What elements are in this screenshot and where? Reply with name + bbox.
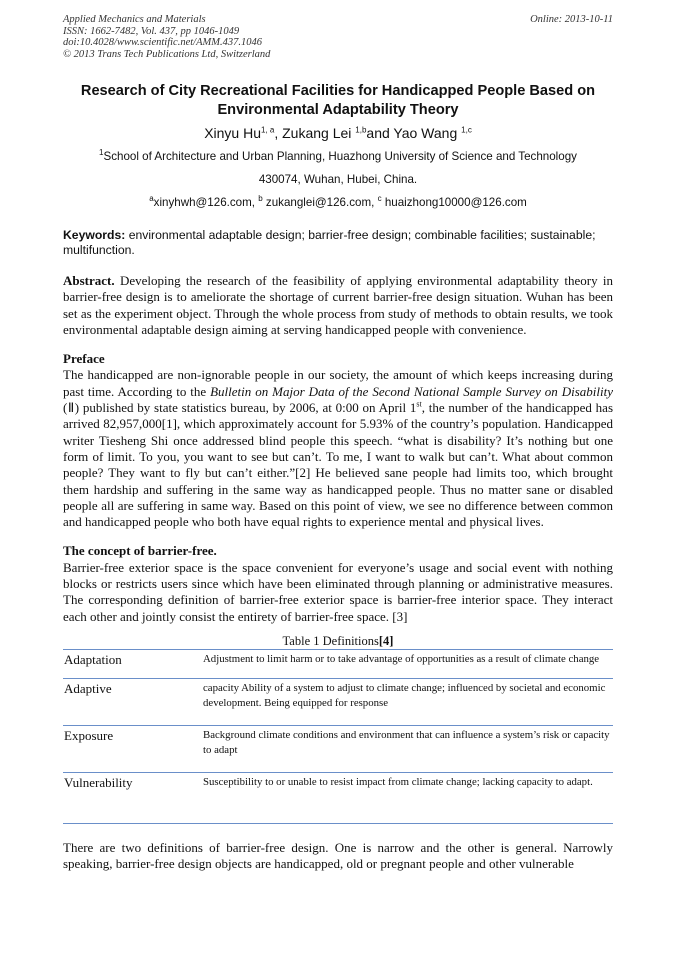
table-definition: Background climate conditions and environment that can influence a system’s risk or capacity to adapt bbox=[203, 728, 610, 757]
table-row bbox=[63, 649, 613, 678]
email[interactable]: huaizhong10000@126.com bbox=[384, 196, 527, 209]
affiliation bbox=[63, 145, 613, 214]
affiliation-line-1: $^1$School of Architecture and Urban Planning, Huazhong University of Science and Technology bbox=[99, 148, 577, 163]
paper-title: Research of City Recreational Facilities for Handicapped People Based on Environmental Adaptability Theory bbox=[80, 83, 596, 118]
table-definition: Adjustment to limit harm or to take advantage of opportunities as a result of climate change bbox=[203, 652, 600, 665]
online-date: Online: 2013-10-11 bbox=[530, 14, 613, 25]
email-sup: b bbox=[258, 194, 263, 204]
abstract-text: Developing the research of the feasibility of applying environmental adaptability theory in barrier-free design is to ameliorate the shortage of current barrier-free design situation. Wuhan has been set as the experiment object. Through the whole process from study of methods to obtain results, we took environmental adaptable design aiming at serving handicapped people with convenience. bbox=[63, 273, 613, 337]
email-line: $^a$xinyhwh@126.com, $^b$ zukanglei@126.com, $^c$ huaizhong10000@126.com bbox=[149, 194, 527, 209]
issn-line: ISSN: 1662-7482, Vol. 437, pp 1046-1049 bbox=[63, 25, 240, 37]
table-row bbox=[63, 772, 613, 823]
email-sup: c bbox=[377, 194, 382, 204]
email[interactable]: xinyhwh@126.com bbox=[153, 196, 252, 209]
email[interactable]: zukanglei@126.com bbox=[265, 196, 372, 209]
author-name: Xinyu Hu bbox=[204, 125, 261, 141]
journal-name: Applied Mechanics and Materials bbox=[63, 14, 206, 25]
author-and: and bbox=[366, 125, 394, 141]
affiliation-sup: 1 bbox=[99, 148, 104, 158]
preface-paragraph: The handicapped are non-ignorable people in our society, the amount of which keeps increasing during past time. According to the Bulletin on Major Data of the Second National Sample Survey on Disability (Ⅱ) published by state statistics bureau, by 2006, at 0:00 on April 1st, the number of the handicapped has arrived 82,957,000[1], which approximately account for 5.93% of the country’s population. Handicapped writer Tiesheng Shi once addressed blind people this speech. “what is disability? It’s nothing but one form of limit. To you, you want to see but can’t. To me, I want to walk but can’t. What about common people? They want to fly but can’t either.”[2] He believed sane people had limits too, which brought them hardship and suffering in the same way as handicapped people. Thus no matter sane or disabled people all are suffering in same way. Based on this point of view, we see no difference between common and handicapped people who both have equal rights to experience mental and physical lives. bbox=[63, 367, 613, 530]
definitions-table bbox=[63, 649, 613, 824]
final-paragraph: There are two definitions of barrier-free design. One is narrow and the other is general. Narrowly speaking, barrier-free design objects are handicapped, old or pregnant people and other vulnerable bbox=[63, 839, 613, 872]
author-name: Yao Wang bbox=[393, 125, 458, 141]
table-caption: Table 1 Definitions[4] bbox=[282, 633, 394, 648]
table-term: Adaptive bbox=[64, 680, 112, 696]
author-separator: , bbox=[274, 125, 283, 141]
author-name: Zukang Lei bbox=[282, 125, 352, 141]
table-term: Adaptation bbox=[64, 651, 122, 667]
abstract-label: Abstract. bbox=[63, 273, 115, 288]
concept-paragraph: Barrier-free exterior space is the space convenient for everyone’s usage and social event with nothing blocks or restricts users since which have been eliminated through planning or administrative measures. The corresponding definition of barrier-free exterior space is barrier-free interior space. They interact each other and jointly consist the entirety of barrier-free space. [3] bbox=[63, 559, 613, 624]
table-row bbox=[63, 678, 613, 725]
affiliation-line-2: 430074, Wuhan, Hubei, China. bbox=[258, 173, 418, 186]
copyright-line: © 2013 Trans Tech Publications Ltd, Switzerland bbox=[63, 48, 271, 60]
table-row bbox=[63, 725, 613, 772]
section-heading-preface: Preface bbox=[63, 351, 105, 367]
keywords-text: environmental adaptable design; barrier-free design; combinable facilities; sustainable; multifunction. bbox=[63, 228, 596, 257]
author-sup: 1, a bbox=[261, 125, 275, 135]
abstract bbox=[63, 273, 613, 338]
paper-page bbox=[63, 14, 613, 873]
author-sup: 1,c bbox=[461, 125, 472, 135]
section-heading-concept: The concept of barrier-free. bbox=[63, 543, 217, 559]
bulletin-title: Bulletin on Major Data of the Second National Sample Survey on Disability bbox=[210, 383, 613, 399]
keywords-label: Keywords: bbox=[63, 228, 126, 242]
table-term: Exposure bbox=[64, 727, 114, 743]
table-definition: Susceptibility to or unable to resist impact from climate change; lacking capacity to adapt. bbox=[203, 775, 593, 788]
keywords bbox=[63, 228, 613, 258]
table-term: Vulnerability bbox=[64, 774, 133, 790]
journal-header bbox=[63, 14, 613, 60]
author-sup: 1,b bbox=[355, 125, 367, 135]
doi-line: doi:10.4028/www.scientific.net/AMM.437.1046 bbox=[63, 37, 262, 48]
email-sup: a bbox=[149, 194, 154, 204]
table-definition: capacity Ability of a system to adjust to climate change; influenced by societal and economic development. Being equipped for response bbox=[203, 681, 606, 710]
author-list bbox=[63, 123, 613, 143]
table-caption-ref: [4] bbox=[378, 633, 394, 648]
